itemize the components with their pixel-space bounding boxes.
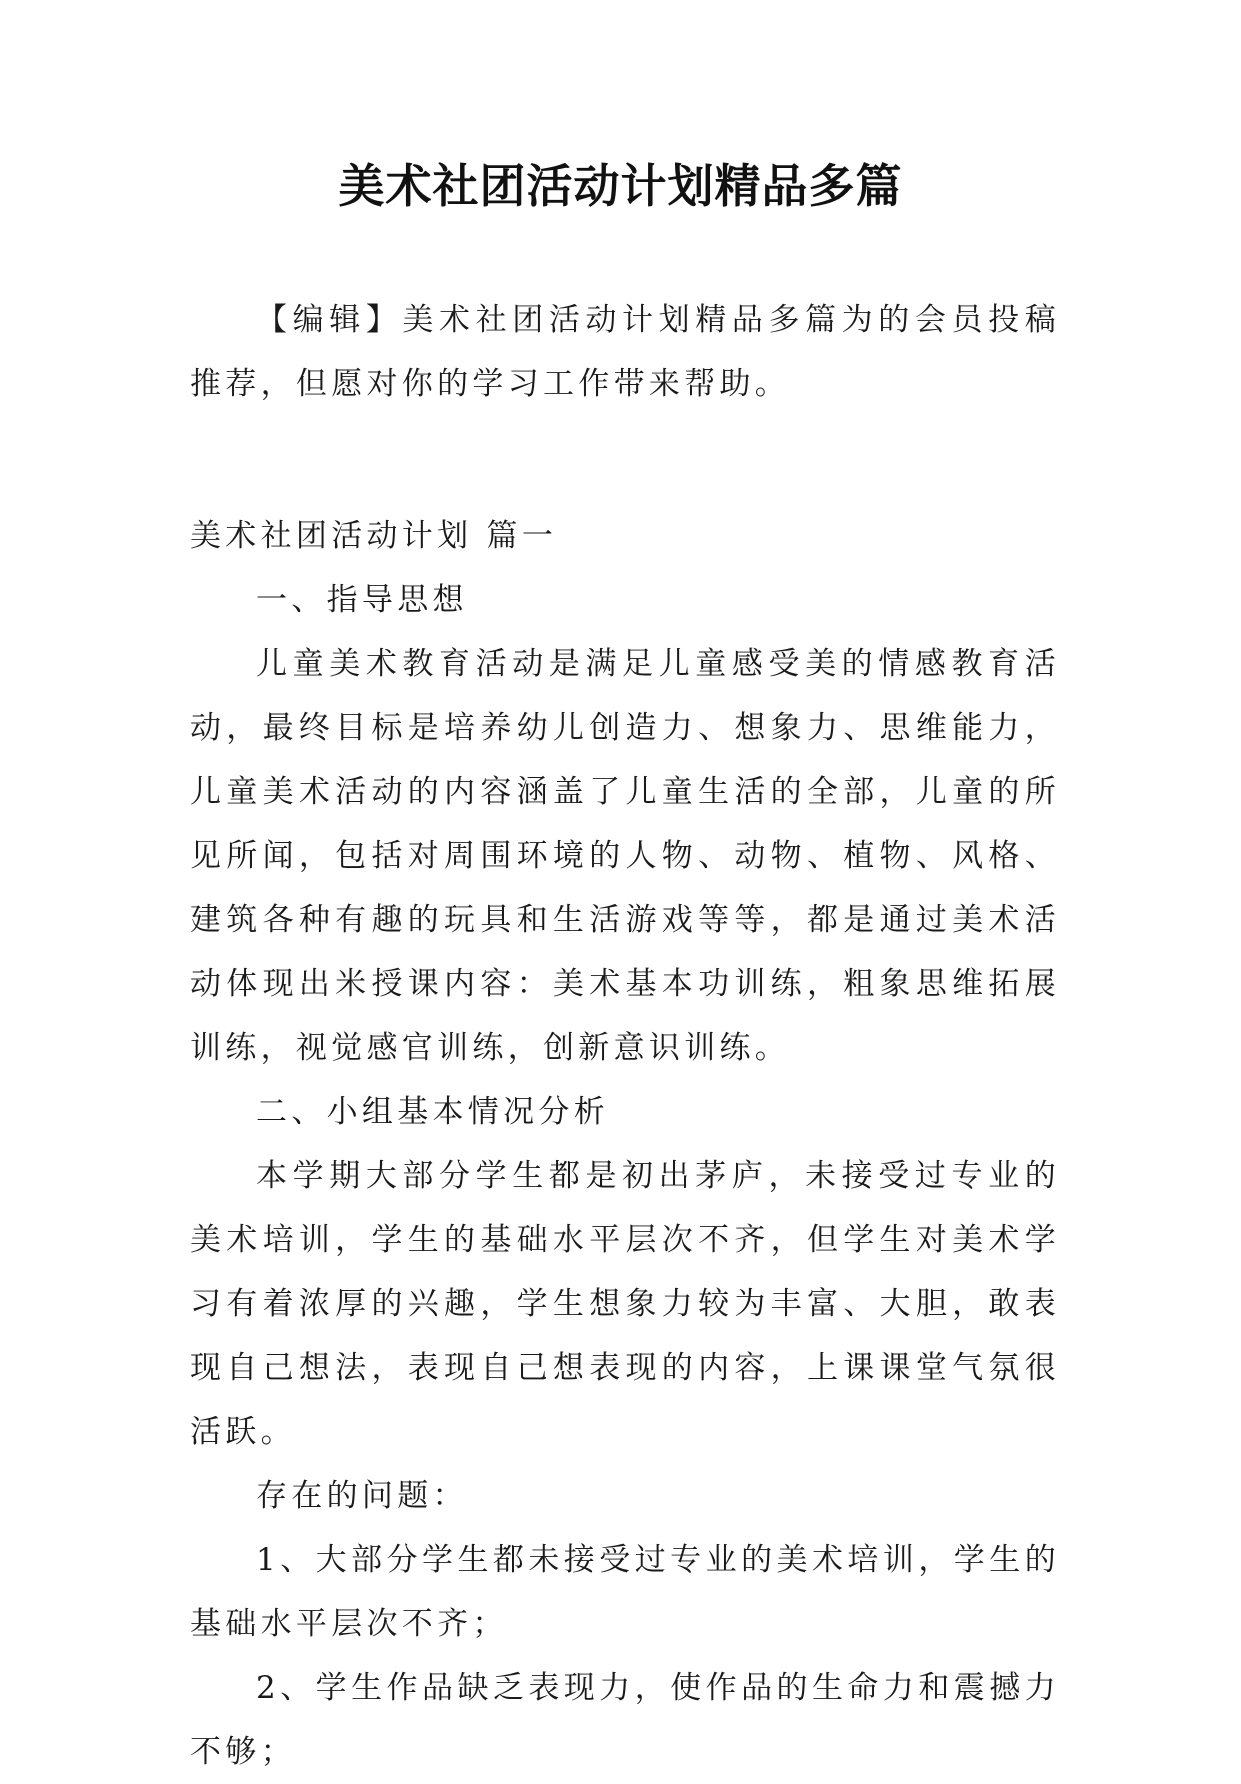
- heading-group-analysis: 二、小组基本情况分析: [256, 1094, 609, 1130]
- heading-guiding-thought: 一、指导思想: [256, 582, 468, 618]
- paragraph-group-analysis: 本学期大部分学生都是初出茅庐，未接受过专业的美术培训，学生的基础水平层次不齐，但学生对美术学习有着浓厚的兴趣，学生想象力较为丰富、大胆，敢表现自己想法，表现自己想表现的内容，上课课堂气氛很活跃。: [190, 1158, 1060, 1450]
- problem-item-2: 2、学生作品缺乏表现力，使作品的生命力和震撼力不够；: [190, 1670, 1060, 1770]
- paragraph-guiding-thought: 儿童美术教育活动是满足儿童感受美的情感教育活动，最终目标是培养幼儿创造力、想象力、思维能力，儿童美术活动的内容涵盖了儿童生活的全部，儿童的所见所闻，包括对周围环境的人物、动物、植物、风格、建筑各种有趣的玩具和生活游戏等等，都是通过美术活动体现出米授课内容：美术基本功训练，粗象思维拓展训练，视觉感官训练，创新意识训练。: [190, 646, 1060, 1066]
- heading-problems: 存在的问题：: [256, 1478, 468, 1514]
- document-title: 美术社团活动计划精品多篇: [338, 159, 903, 213]
- document-body: [190, 288, 1060, 1784]
- section-title: 美术社团活动计划 篇一: [190, 518, 558, 554]
- problem-item-1: 1、大部分学生都未接受过专业的美术培训，学生的基础水平层次不齐；: [190, 1542, 1060, 1642]
- paragraph-gap: [190, 416, 1060, 504]
- intro-paragraph: 【编辑】美术社团活动计划精品多篇为的会员投稿推荐，但愿对你的学习工作带来帮助。: [190, 302, 1060, 402]
